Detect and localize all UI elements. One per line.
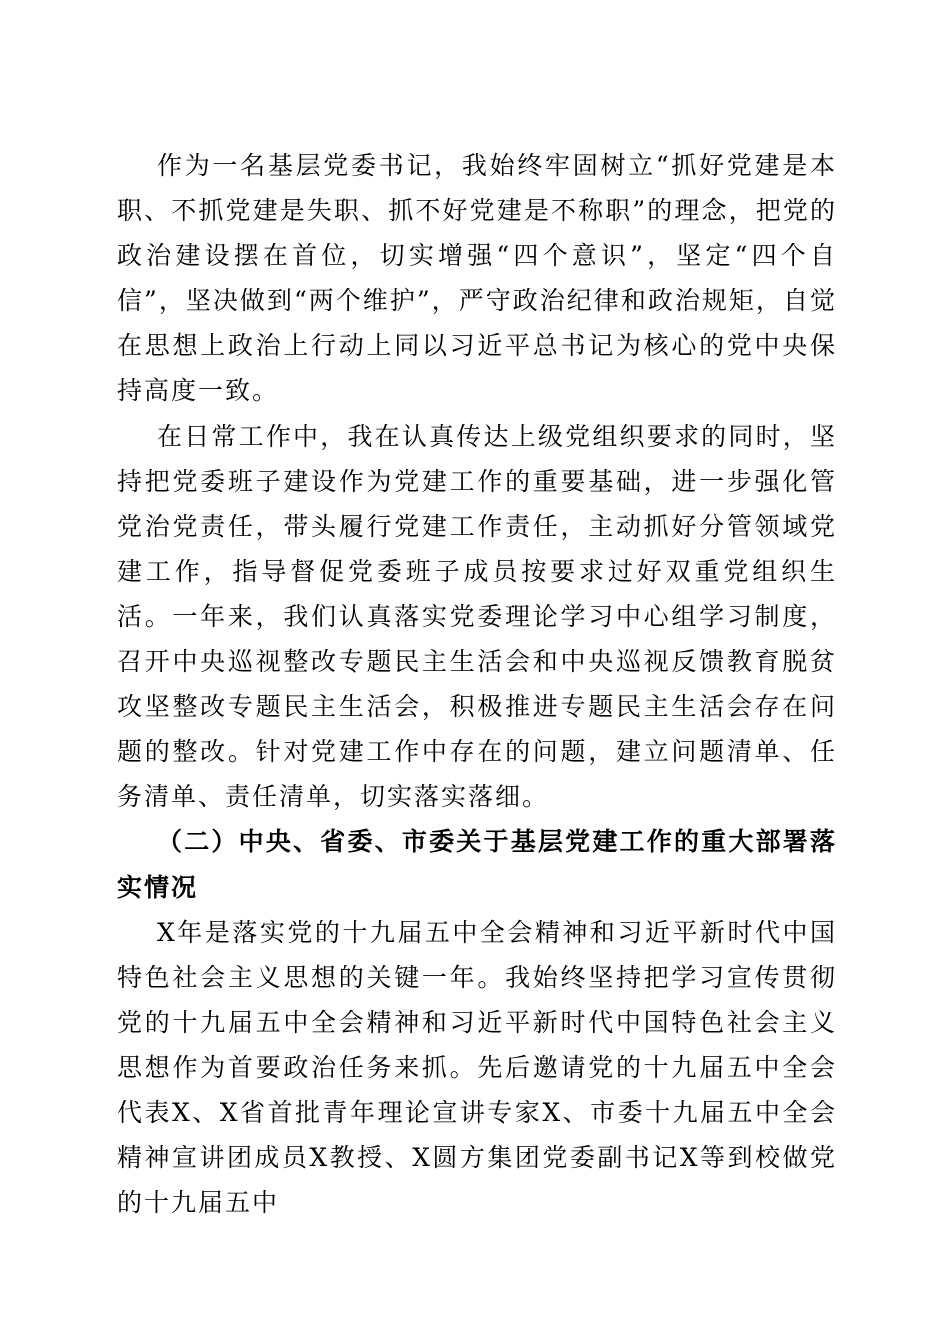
document-body bbox=[117, 143, 837, 1225]
section-heading-major-deployment: （二）中央、省委、市委关于基层党建工作的重大部署落实情况 bbox=[117, 827, 837, 902]
paragraph-party-building-responsibility: 作为一名基层党委书记，我始终牢固树立“抓好党建是本职、不抓党建是失职、抓不好党建是不称职”的理念，把党的政治建设摆在首位，切实增强“四个意识”，坚定“四个自信”，坚决做到“两个维护”，严守政治纪律和政治规矩，自觉在思想上政治上行动上同以习近平总书记为核心的党中央保持高度一致。 bbox=[117, 151, 837, 406]
paragraph-study-implementation: X年是落实党的十九届五中全会精神和习近平新时代中国特色社会主义思想的关键一年。我始终坚持把学习宣传贯彻党的十九届五中全会精神和习近平新时代中国特色社会主义思想作为首要政治任务来抓。先后邀请党的十九届五中全会代表X、X省首批青年理论宣讲专家X、市委十九届五中全会精神宣讲团成员X教授、X圆方集团党委副书记X等到校做党的十九届五中 bbox=[117, 917, 837, 1218]
paragraph-daily-work: 在日常工作中，我在认真传达上级党组织要求的同时，坚持把党委班子建设作为党建工作的重要基础，进一步强化管党治党责任，带头履行党建工作责任，主动抓好分管领域党建工作，指导督促党委班子成员按要求过好双重党组织生活。一年来，我们认真落实党委理论学习中心组学习制度，召开中央巡视整改专题民主生活会和中央巡视反馈教育脱贫攻坚整改专题民主生活会，积极推进专题民主生活会存在问题的整改。针对党建工作中存在的问题，建立问题清单、任务清单、责任清单，切实落实落细。 bbox=[117, 421, 837, 812]
